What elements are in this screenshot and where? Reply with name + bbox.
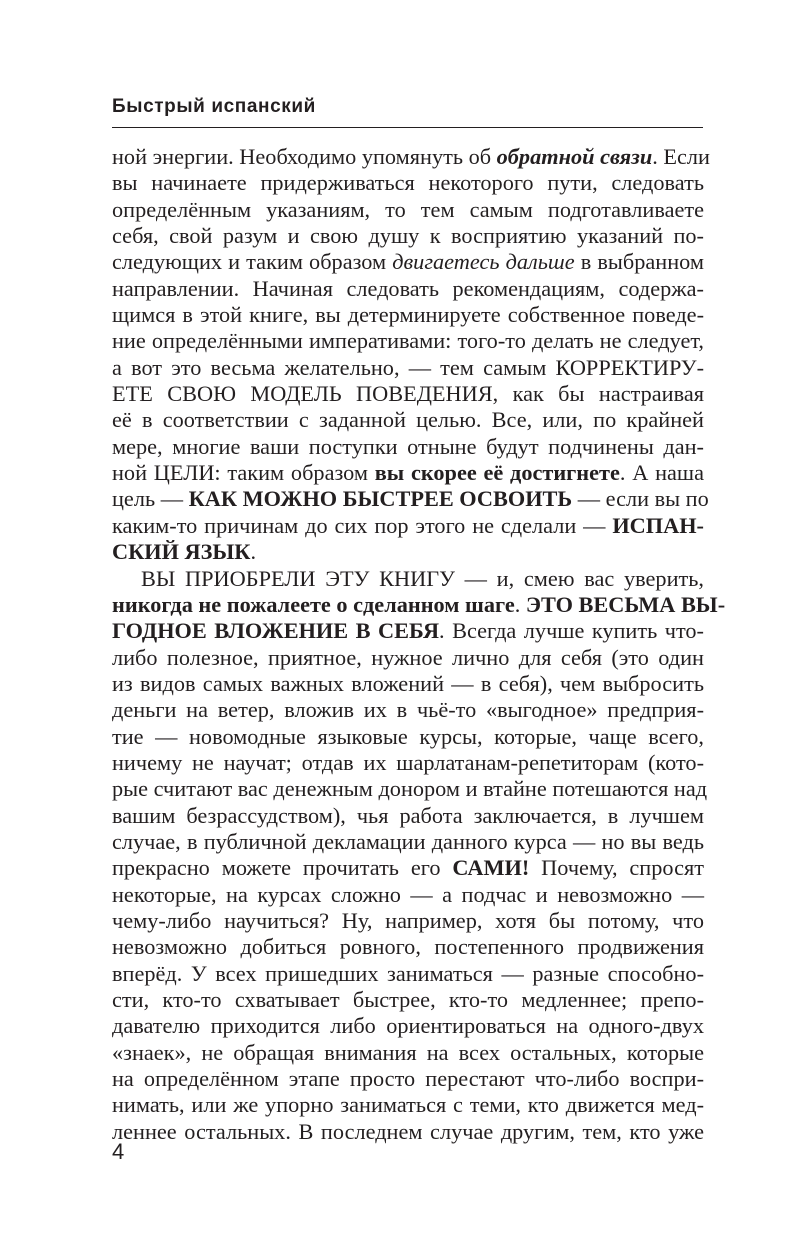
text-line [112,1066,704,1092]
emphasized-text: ГОДНОЕ ВЛОЖЕНИЕ В СЕБЯ [112,618,440,644]
text-run: «знаек», не обращая внимания на всех остальных, которые [112,1039,704,1065]
text-line [112,566,704,592]
text-run: вы начинаете придерживаться некоторого пути, следовать [112,170,704,196]
text-line [112,671,704,697]
emphasized-text: САМИ! [452,855,530,881]
text-line [112,618,704,644]
text-run: в выбранном [574,249,704,275]
text-run: . [514,591,526,617]
text-run: либо полезное, приятное, нужное лично для себя (это один [112,644,704,670]
text-line [112,434,704,460]
text-run: вашим безрассудством), чья работа заключается, в лучшем [112,802,704,828]
text-run: себя, свой разум и свою душу к восприятию указаний по- [112,223,704,249]
text-run: . [250,539,257,565]
text-run: невозможно добиться ровного, постепенного продвижения [112,934,704,960]
text-line [112,276,704,302]
text-run: ВЫ ПРИОБРЕЛИ ЭТУ КНИГУ — и, смею вас уверить, [141,565,704,591]
text-run: чему-либо научиться? Ну, например, хотя бы потому, что [112,907,704,933]
text-run: мере, многие ваши поступки отныне будут подчинены дан- [112,433,704,459]
text-run: ной ЦЕЛИ: таким образом [112,460,375,486]
text-run: . Всегда лучше купить что- [439,618,704,644]
emphasized-text: никогда не пожалеете о сделанном шаге [112,591,515,617]
text-line [112,697,704,723]
text-line [112,486,709,512]
text-line [112,197,704,223]
text-line [112,591,726,618]
text-run: вперёд. У всех пришедших заниматься — разные способно- [112,960,704,986]
text-run: каким-то причинам до сих пор этого не сделали — [112,512,613,538]
text-run: определённым указаниям, то тем самым подготавливаете [112,196,704,222]
emphasized-text: обратной связи [496,144,653,169]
emphasized-text: КАК МОЖНО БЫСТРЕЕ ОСВОИТЬ [188,486,573,512]
body-text [112,144,726,1145]
text-line [112,144,710,170]
text-run: Почему, спросят [529,855,704,881]
text-line [112,776,708,802]
text-run: щимся в этой книге, вы детерминируете собственное поведе- [112,302,704,328]
text-line [112,645,704,671]
emphasized-text: вы скорее её достигнете [374,460,620,486]
text-line [112,460,704,486]
text-run: из видов самых важных вложений — в себя), чем выбросить [112,670,704,696]
text-line [112,513,704,539]
text-line [112,961,704,987]
text-run: сти, кто-то схватывает быстрее, кто-то медленнее; препо- [112,987,704,1012]
text-run: ЕТЕ СВОЮ МОДЕЛЬ ПОВЕДЕНИЯ, как бы настраивая [112,381,704,407]
text-run: цель — [112,486,189,512]
text-run: давателю приходится либо ориентироваться на одного-двух [112,1013,704,1039]
text-line [112,328,704,354]
text-run: некоторые, на курсах сложно — а подчас и невозможно — [112,881,704,907]
text-run: ной энергии. Необходимо упомянуть об [112,144,497,169]
text-line [112,1092,704,1118]
emphasized-text: СКИЙ ЯЗЫК [112,539,251,565]
text-line [112,1119,704,1145]
text-line [112,934,704,960]
text-line [112,407,704,433]
text-line [112,223,704,249]
text-line [112,882,704,908]
emphasized-text: ЭТО ВЕСЬМА ВЫ- [525,591,726,617]
text-line [112,908,704,934]
text-run: случае, в публичной декламации данного курса — но вы ведь [112,828,704,854]
text-line [112,170,704,196]
text-line [112,355,704,381]
text-run: следующих и таким образом [112,249,393,275]
text-line [112,539,704,565]
text-run: ние определёнными императивами: того-то делать не следует, [112,328,704,354]
text-line [112,987,704,1013]
text-run: ничему не научат; отдав их шарлатанам-репетиторам (кото- [112,749,704,775]
text-line [112,724,704,750]
text-run: . Если [652,144,710,169]
text-run: направлении. Начиная следовать рекомендациям, содержа- [112,275,704,301]
text-run: деньги на ветер, вложив их в чьё-то «выгодное» предприя- [112,697,704,723]
text-line [112,855,704,881]
text-run: на определённом этапе просто перестают что-либо воспри- [112,1066,704,1092]
text-run: рые считают вас денежным донором и втайне потешаются над [112,776,708,802]
running-head-title: Быстрый испанский [112,96,316,117]
header-rule-divider [112,127,703,128]
text-run: её в соответствии с заданной целью. Все, или, по крайней [112,407,704,433]
text-line [112,829,704,855]
text-line [112,1040,704,1066]
text-line [112,803,704,829]
text-run: тие — новомодные языковые курсы, которые, чаще всего, [112,723,704,749]
text-run: нимать, или же упорно заниматься с теми, кто движется мед- [112,1092,704,1118]
page-number: 4 [112,1139,125,1164]
emphasized-text: ИСПАН- [612,512,704,538]
text-line [112,302,704,328]
text-run: — если вы по [572,486,709,512]
emphasized-text: двигаетесь дальше [392,249,575,275]
text-line [112,249,704,275]
text-run: леннее остальных. В последнем случае другим, тем, кто уже [112,1118,704,1144]
text-line [112,1013,704,1039]
text-run: . А наша [619,460,704,486]
text-run: а вот это весьма желательно, — тем самым КОРРЕКТИРУ- [112,354,704,380]
text-run: прекрасно можете прочитать его [112,855,453,881]
text-line [112,750,704,776]
text-line [112,381,704,407]
